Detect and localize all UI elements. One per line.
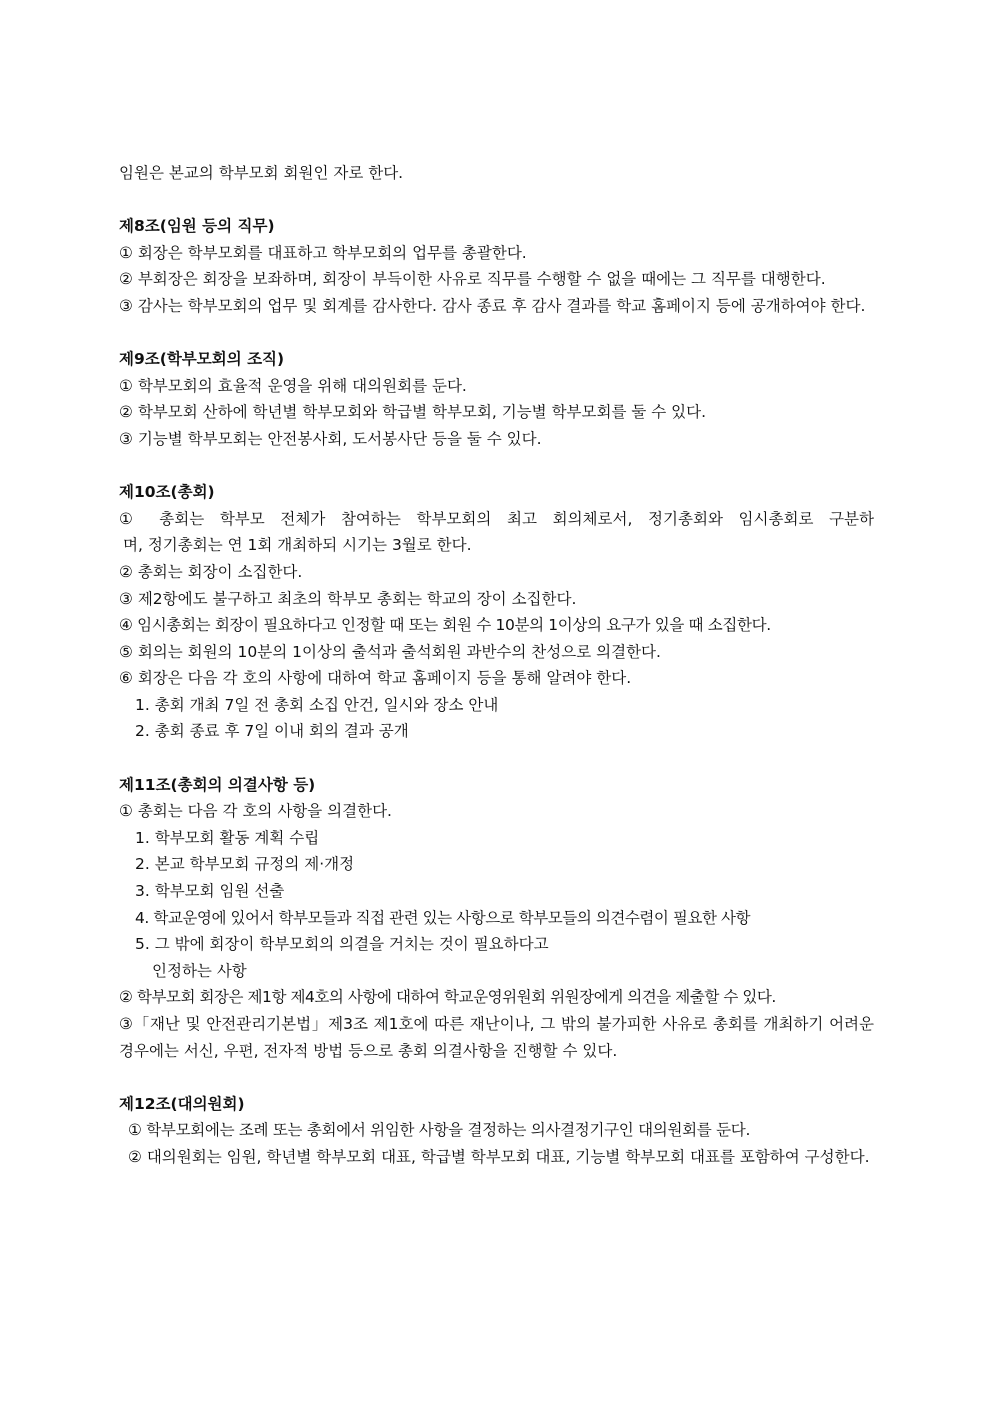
article-8-title: 제8조(임원 등의 직무) <box>119 217 275 236</box>
article-10-clause-1-line-2: 며, 정기총회는 연 1회 개최하되 시기는 3월로 한다. <box>123 536 472 555</box>
article-11-clause-1-item-2: 2. 본교 학부모회 규정의 제·개정 <box>135 855 355 874</box>
article-11-clause-3: ③「재난 및 안전관리기본법」제3조 제1호에 따른 재난이나, 그 밖의 불가피한 사유로 총회를 개최하기 어려운 경우에는 서신, 우편, 전자적 방법 등으로 총회 의결사항을 진행할 수 있다. <box>119 1015 874 1060</box>
article-11-clause-1: ① 총회는 다음 각 호의 사항을 의결한다. <box>119 802 392 821</box>
article-10-clause-4: ④ 임시총회는 회장이 필요하다고 인정할 때 또는 회원 수 10분의 1이상의 요구가 있을 때 소집한다. <box>119 616 771 635</box>
article-10-clause-5: ⑤ 회의는 회원의 10분의 1이상의 출석과 출석회원 과반수의 찬성으로 의결한다. <box>119 642 661 661</box>
article-11-clause-1-item-4: 4. 학교운영에 있어서 학부모들과 직접 관련 있는 사항으로 학부모들의 의견수렴이 필요한 사항 <box>135 908 751 927</box>
article-12-clause-1: ① 학부모회에는 조례 또는 총회에서 위임한 사항을 결정하는 의사결정기구인 대의원회를 둔다. <box>128 1121 751 1140</box>
article-10-clause-6: ⑥ 회장은 다음 각 호의 사항에 대하여 학교 홈페이지 등을 통해 알려야 한다. <box>119 669 632 688</box>
paragraph: 임원은 본교의 학부모회 회원인 자로 한다. <box>119 164 404 182</box>
article-10-clause-1-line-1: ① 총회는 학부모 전체가 참여하는 학부모회의 최고 회의체로서, 정기총회와 임시총회로 구분하 <box>119 509 874 528</box>
article-10-title: 제10조(총회) <box>119 483 215 502</box>
article-8-clause-2: ② 부회장은 회장을 보좌하며, 회장이 부득이한 사유로 직무를 수행할 수 없을 때에는 그 직무를 대행한다. <box>119 270 826 289</box>
article-12-title: 제12조(대의원회) <box>119 1094 245 1113</box>
article-9-clause-2: ② 학부모회 산하에 학년별 학부모회와 학급별 학부모회, 기능별 학부모회를 둘 수 있다. <box>119 403 707 422</box>
article-11-clause-1-item-5: 5. 그 밖에 회장이 학부모회의 의결을 거치는 것이 필요하다고 <box>135 935 549 954</box>
article-10-clause-6-item-1: 1. 총회 개최 7일 전 총회 소집 안건, 일시와 장소 안내 <box>135 695 499 714</box>
article-10-clause-3: ③ 제2항에도 불구하고 최초의 학부모 총회는 학교의 장이 소집한다. <box>119 589 577 608</box>
article-11-clause-2: ② 학부모회 회장은 제1항 제4호의 사항에 대하여 학교운영위원회 위원장에게 의견을 제출할 수 있다. <box>119 988 776 1007</box>
article-9-title: 제9조(학부모회의 조직) <box>119 350 285 369</box>
article-10-clause-6-item-2: 2. 총회 종료 후 7일 이내 회의 결과 공개 <box>135 722 409 741</box>
document-page <box>119 160 874 1171</box>
article-10-clause-2: ② 총회는 회장이 소집한다. <box>119 562 303 581</box>
article-8-clause-3: ③ 감사는 학부모회의 업무 및 회계를 감사한다. 감사 종료 후 감사 결과를 학교 홈페이지 등에 공개하여야 한다. <box>119 296 866 315</box>
article-11-title: 제11조(총회의 의결사항 등) <box>119 775 316 794</box>
article-9-clause-3: ③ 기능별 학부모회는 안전봉사회, 도서봉사단 등을 둘 수 있다. <box>119 429 542 448</box>
article-11-clause-1-item-3: 3. 학부모회 임원 선출 <box>135 882 285 901</box>
article-11-clause-1-item-1: 1. 학부모회 활동 계획 수립 <box>135 828 320 847</box>
article-11-clause-1-item-5-cont: 인정하는 사항 <box>152 961 247 980</box>
article-8-clause-1: ① 회장은 학부모회를 대표하고 학부모회의 업무를 총괄한다. <box>119 243 527 262</box>
article-9-clause-1: ① 학부모회의 효율적 운영을 위해 대의원회를 둔다. <box>119 376 467 395</box>
article-12-clause-2: ② 대의원회는 임원, 학년별 학부모회 대표, 학급별 학부모회 대표, 기능별 학부모회 대표를 포함하여 구성한다. <box>128 1147 870 1166</box>
